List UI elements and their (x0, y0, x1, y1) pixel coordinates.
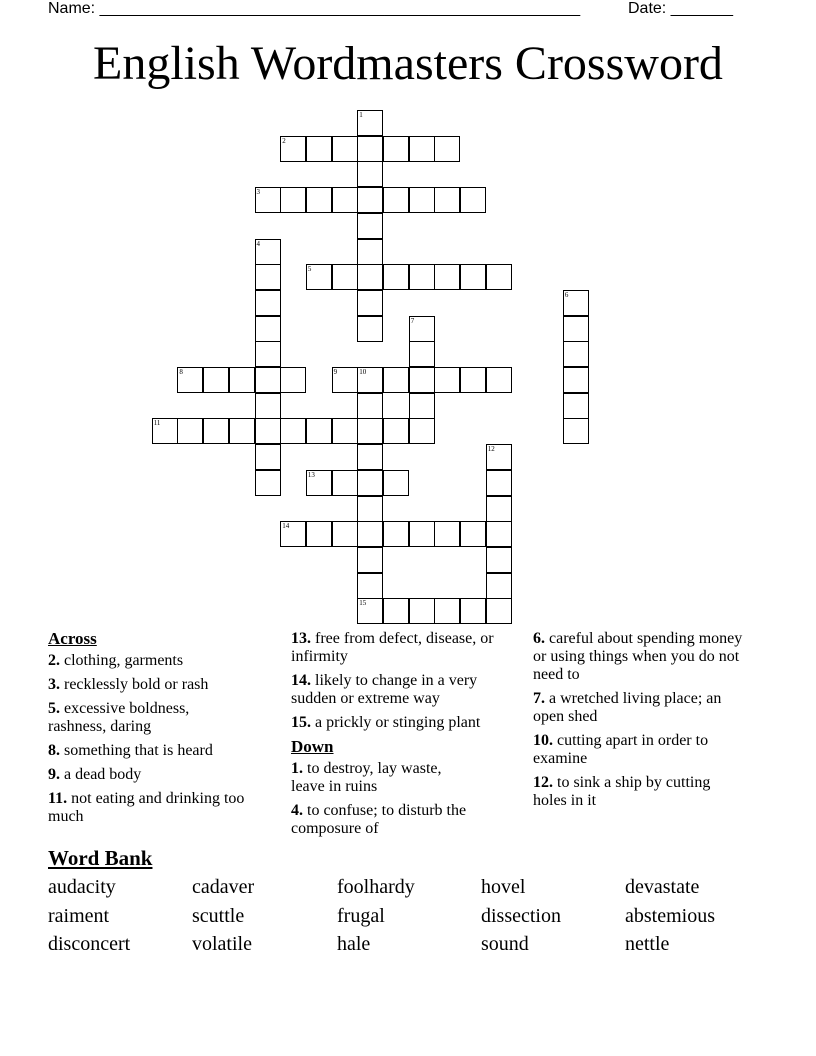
crossword-cell[interactable] (563, 367, 589, 393)
crossword-cell[interactable] (255, 341, 281, 367)
crossword-cell[interactable] (460, 187, 486, 213)
crossword-cell[interactable] (255, 316, 281, 342)
clue-number: 1 (359, 111, 363, 119)
crossword-cell[interactable] (306, 136, 332, 162)
crossword-cell[interactable] (409, 136, 435, 162)
crossword-cell[interactable] (229, 367, 255, 393)
clue-number: 2 (282, 136, 286, 145)
crossword-cell[interactable] (434, 598, 460, 624)
clue-column-3 (533, 630, 748, 816)
crossword-cell[interactable] (280, 521, 306, 547)
word-bank-word: scuttle (192, 905, 245, 927)
crossword-cell[interactable] (357, 393, 383, 419)
crossword-cell[interactable] (229, 418, 255, 444)
crossword-cell[interactable] (280, 367, 306, 393)
crossword-cell[interactable] (255, 418, 281, 444)
crossword-cell[interactable] (486, 547, 512, 573)
crossword-cell[interactable] (409, 367, 435, 393)
crossword-cell[interactable] (203, 367, 229, 393)
crossword-cell[interactable] (203, 418, 229, 444)
crossword-cell[interactable] (332, 418, 358, 444)
crossword-cell[interactable] (332, 521, 358, 547)
crossword-cell[interactable] (383, 264, 409, 290)
page-title: English Wordmasters Crossword (93, 37, 723, 90)
date-field: Date: _______ (628, 0, 733, 17)
clue-down-10: 10. cutting apart in order to examine (533, 732, 709, 767)
clue-across-14: 14. likely to change in a very sudden or extreme way (291, 672, 478, 707)
crossword-cell[interactable] (357, 444, 383, 470)
crossword-cell[interactable] (460, 367, 486, 393)
clue-number: 14 (282, 522, 290, 531)
clue-number: 6 (564, 290, 569, 299)
crossword-cell[interactable] (357, 316, 383, 342)
clue-across-3: 3. recklessly bold or rash (48, 676, 209, 693)
crossword-cell[interactable] (486, 264, 512, 290)
word-bank-word: abstemious (625, 905, 715, 927)
crossword-cell[interactable] (383, 187, 409, 213)
crossword-cell[interactable] (357, 470, 383, 496)
crossword-cell[interactable] (409, 598, 435, 624)
crossword-cell[interactable] (280, 136, 306, 162)
word-bank-word: raiment (48, 905, 110, 927)
crossword-cell[interactable] (306, 187, 332, 213)
crossword-cell[interactable] (434, 264, 460, 290)
crossword-cell[interactable] (486, 521, 512, 547)
crossword-cell[interactable] (255, 264, 281, 290)
word-bank-word: cadaver (192, 876, 255, 898)
crossword-cell[interactable] (409, 418, 435, 444)
clue-column-1 (48, 630, 270, 832)
word-bank-word: hovel (481, 876, 526, 898)
crossword-cell[interactable] (357, 239, 383, 265)
crossword-cell[interactable] (255, 187, 281, 213)
crossword-cell[interactable] (409, 264, 435, 290)
word-bank-word: dissection (481, 905, 561, 927)
word-bank-word: audacity (48, 876, 116, 898)
crossword-cell[interactable] (255, 239, 281, 265)
clue-number: 12 (487, 445, 495, 454)
crossword-cell[interactable] (357, 187, 383, 213)
crossword-cell[interactable] (357, 367, 383, 393)
crossword-cell[interactable] (486, 496, 512, 522)
crossword-cell[interactable] (332, 367, 358, 393)
clue-across-8: 8. something that is heard (48, 742, 213, 759)
crossword-cell[interactable] (409, 341, 435, 367)
clue-down-6: 6. careful about spending money or using things when you do not need to (533, 630, 743, 683)
crossword-cell[interactable] (434, 367, 460, 393)
crossword-cell[interactable] (434, 521, 460, 547)
crossword-cell[interactable] (563, 418, 589, 444)
crossword-cell[interactable] (357, 290, 383, 316)
clue-number: 9 (333, 368, 338, 376)
crossword-cell[interactable] (177, 418, 203, 444)
crossword-cell[interactable] (255, 444, 281, 470)
clue-across-2: 2. clothing, garments (48, 652, 184, 669)
crossword-cell[interactable] (486, 367, 512, 393)
crossword-cell[interactable] (486, 444, 512, 470)
crossword-cell[interactable] (383, 598, 409, 624)
crossword-cell[interactable] (409, 187, 435, 213)
crossword-cell[interactable] (486, 573, 512, 599)
clue-number: 11 (153, 419, 161, 428)
word-bank-word: disconcert (48, 933, 131, 955)
word-bank-word: sound (481, 933, 529, 955)
across-heading: Across (48, 629, 97, 648)
crossword-cell[interactable] (332, 136, 358, 162)
crossword-cell[interactable] (383, 470, 409, 496)
clue-across-5: 5. excessive boldness, rashness, daring (48, 700, 190, 735)
clue-down-7: 7. a wretched living place; an open shed (533, 690, 722, 725)
crossword-cell[interactable] (152, 418, 178, 444)
crossword-cell[interactable] (563, 393, 589, 419)
clue-number: 10 (359, 368, 367, 376)
clue-down-4: 4. to confuse; to disturb the composure of (291, 802, 467, 837)
crossword-cell[interactable] (486, 470, 512, 496)
clue-number: 7 (410, 316, 415, 325)
crossword-cell[interactable] (280, 418, 306, 444)
crossword-cell[interactable] (383, 367, 409, 393)
crossword-cell[interactable] (434, 187, 460, 213)
crossword-cell[interactable] (357, 136, 383, 162)
word-bank-word: hale (337, 933, 371, 955)
crossword-cell[interactable] (332, 187, 358, 213)
crossword-cell[interactable] (306, 521, 332, 547)
clue-number: 13 (307, 470, 315, 479)
crossword-cell[interactable] (563, 290, 589, 316)
crossword-cell[interactable] (357, 598, 383, 624)
crossword-cell[interactable] (357, 213, 383, 239)
crossword-cell[interactable] (357, 521, 383, 547)
clue-number: 4 (256, 239, 260, 248)
crossword-cell[interactable] (409, 316, 435, 342)
crossword-cell[interactable] (409, 521, 435, 547)
word-bank-title: Word Bank (48, 846, 153, 870)
crossword-cell[interactable] (177, 367, 203, 393)
word-bank-word: foolhardy (337, 876, 415, 898)
crossword-cell[interactable] (383, 418, 409, 444)
clue-down-1: 1. to destroy, lay waste, leave in ruins (291, 760, 442, 795)
word-bank-word: volatile (192, 933, 252, 955)
crossword-cell[interactable] (357, 418, 383, 444)
word-bank-word: nettle (625, 933, 670, 955)
clue-down-12: 12. to sink a ship by cutting holes in it (533, 774, 711, 809)
crossword-cell[interactable] (357, 161, 383, 187)
crossword-cell[interactable] (460, 521, 486, 547)
crossword-cell[interactable] (332, 470, 358, 496)
crossword-cell[interactable] (357, 264, 383, 290)
name-field: Name: ______________________________________________________ (48, 0, 581, 17)
crossword-cell[interactable] (357, 573, 383, 599)
crossword-cell[interactable] (357, 496, 383, 522)
crossword-cell[interactable] (357, 547, 383, 573)
crossword-cell[interactable] (486, 598, 512, 624)
crossword-cell[interactable] (460, 264, 486, 290)
clue-across-13: 13. free from defect, disease, or infirmity (291, 630, 494, 665)
crossword-cell[interactable] (409, 393, 435, 419)
clue-number: 15 (359, 599, 367, 608)
crossword-cell[interactable] (460, 598, 486, 624)
clue-across-15: 15. a prickly or stinging plant (291, 714, 481, 731)
crossword-cell[interactable] (357, 110, 383, 136)
crossword-cell[interactable] (255, 290, 281, 316)
crossword-cell[interactable] (332, 264, 358, 290)
crossword-cell[interactable] (255, 367, 281, 393)
crossword-cell[interactable] (383, 521, 409, 547)
crossword-cell[interactable] (306, 418, 332, 444)
crossword-cell[interactable] (563, 341, 589, 367)
crossword-cell[interactable] (280, 187, 306, 213)
down-heading: Down (291, 737, 334, 756)
word-bank-word: devastate (625, 876, 700, 898)
crossword-cell[interactable] (306, 264, 332, 290)
crossword-cell[interactable] (255, 470, 281, 496)
clue-number: 8 (179, 368, 183, 376)
crossword-cell[interactable] (383, 136, 409, 162)
clue-number: 5 (307, 265, 312, 274)
clue-number: 3 (256, 188, 260, 197)
clue-across-9: 9. a dead body (48, 766, 142, 783)
word-bank-word: frugal (337, 905, 385, 927)
crossword-cell[interactable] (563, 316, 589, 342)
clue-column-2 (291, 630, 511, 844)
clue-across-11: 11. not eating and drinking too much (48, 790, 245, 825)
crossword-cell[interactable] (306, 470, 332, 496)
crossword-cell[interactable] (434, 136, 460, 162)
crossword-cell[interactable] (255, 393, 281, 419)
